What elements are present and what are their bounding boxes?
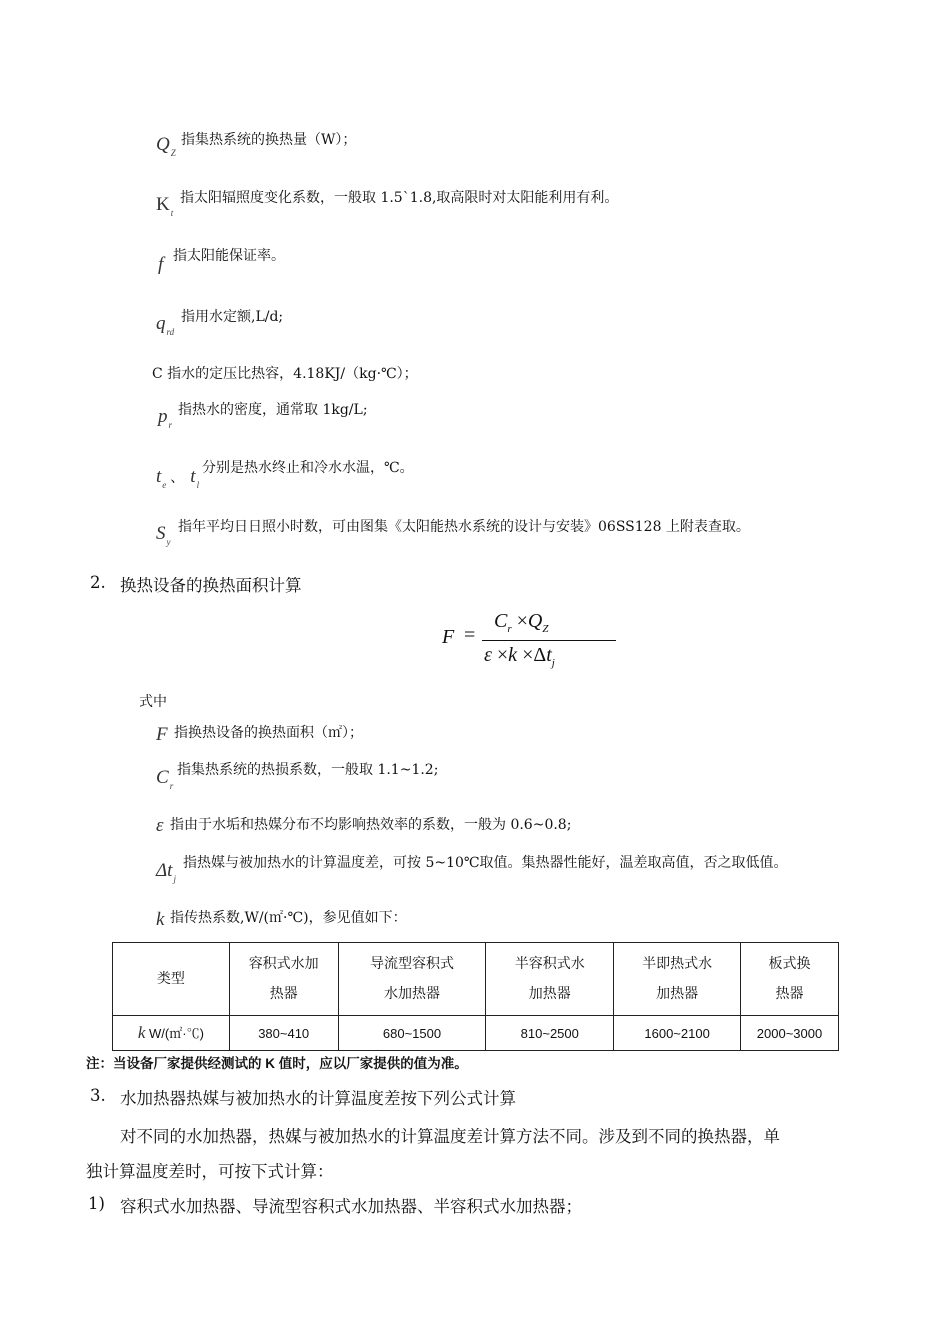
symbol-k: K xyxy=(156,194,170,215)
term-epsilon xyxy=(156,815,164,837)
term-delta-t-text: 指热媒与被加热水的计算温度差，可按 5~10℃取值。集热器性能好，温差取高值，否之取低值。 xyxy=(183,855,788,871)
fraction-bar xyxy=(482,640,616,641)
definition-te-tl-text: 分别是热水终止和冷水水温，℃。 xyxy=(202,460,414,476)
symbol-te: t xyxy=(156,466,162,487)
term-cr xyxy=(156,767,173,789)
table-header-row xyxy=(113,943,839,1016)
symbol-delta-t: Δt xyxy=(156,860,173,881)
definition-kt xyxy=(156,194,173,216)
symbol-epsilon: ε xyxy=(156,815,164,836)
formula-lhs: F xyxy=(442,626,455,648)
subscript-r: r xyxy=(168,420,173,430)
definition-f xyxy=(158,254,163,276)
formula-denominator: $\varepsilon \times k \times\Delta t_j$ xyxy=(484,644,555,669)
row-unit: W/(㎡·℃) xyxy=(149,1026,204,1041)
definition-qrd-text: 指用水定额,L/d; xyxy=(181,309,284,325)
term-epsilon-text: 指由于水垢和热媒分布不均影响热效率的系数，一般为 0.6~0.8; xyxy=(170,817,572,833)
symbol-k-row: k xyxy=(137,1023,146,1042)
subscript-r-2: r xyxy=(169,781,174,791)
table-header-cell: 半容积式水 加热器 xyxy=(486,943,614,1016)
where-label: 式中 xyxy=(139,694,167,710)
symbol-f-area: F xyxy=(156,724,168,745)
definition-te-tl xyxy=(156,466,199,488)
definition-qz-text: 指集热系统的换热量（W）； xyxy=(181,132,357,148)
heat-transfer-table xyxy=(112,942,839,1051)
symbol-s: S xyxy=(156,523,166,544)
table-header-cell: 容积式水加 热器 xyxy=(229,943,338,1016)
table-cell: 1600~2100 xyxy=(614,1016,741,1051)
table-cell: 810~2500 xyxy=(486,1016,614,1051)
term-delta-t xyxy=(156,860,176,882)
subscript-j: j xyxy=(173,874,176,884)
term-f-text: 指换热设备的换热面积（㎡）； xyxy=(174,725,363,741)
subscript-rd: rd xyxy=(166,327,175,337)
table-cell: 680~1500 xyxy=(338,1016,486,1051)
subscript-l: l xyxy=(196,480,200,490)
separator: 、 xyxy=(170,470,185,486)
definition-pr xyxy=(158,406,172,428)
table-header-cell: 导流型容积式 水加热器 xyxy=(338,943,486,1016)
formula-area xyxy=(442,610,592,670)
table-cell: 2000~3000 xyxy=(741,1016,839,1051)
section-3-paragraph-line-2: 独计算温度差时，可按下式计算： xyxy=(86,1162,334,1181)
section-3-number: 3. xyxy=(90,1086,106,1105)
subscript-z: Z xyxy=(170,148,176,158)
symbol-q-rd: q xyxy=(156,313,166,334)
section-3-paragraph-line-1: 对不同的水加热器，热媒与被加热水的计算温度差计算方法不同。涉及到不同的换热器，单 xyxy=(120,1127,780,1146)
table-header-cell: 板式换 热器 xyxy=(741,943,839,1016)
symbol-p: p xyxy=(158,406,168,427)
definition-c-text: C 指水的定压比热容，4.18KJ/（kg·℃）； xyxy=(152,366,418,382)
term-f xyxy=(156,724,168,746)
table-row-label xyxy=(113,1016,230,1051)
term-cr-text: 指集热系统的热损系数，一般取 1.1~1.2; xyxy=(177,762,439,778)
table-row xyxy=(113,1016,839,1051)
table-header-cell: 类型 xyxy=(113,943,230,1016)
symbol-q: Q xyxy=(156,134,170,155)
table-note: 注：当设备厂家提供经测试的 K 值时，应以厂家提供的值为准。 xyxy=(86,1056,468,1071)
definition-sy-text: 指年平均日日照小时数，可由图集《太阳能热水系统的设计与安装》06SS128 上附表查取。 xyxy=(178,519,750,535)
term-k-text: 指传热系数,W/(㎡·℃)，参见值如下： xyxy=(170,910,407,926)
definition-qz xyxy=(156,134,176,156)
definition-sy xyxy=(156,523,171,545)
subscript-e: e xyxy=(162,480,167,490)
section-2-title: 换热设备的换热面积计算 xyxy=(120,576,302,595)
list-item-text: 容积式水加热器、导流型容积式水加热器、半容积式水加热器； xyxy=(120,1197,582,1216)
definition-f-text: 指太阳能保证率。 xyxy=(173,248,285,264)
table-header-cell: 半即热式水 加热器 xyxy=(614,943,741,1016)
formula-numerator: $C_r \times Q_Z$ xyxy=(494,610,549,635)
table-cell: 380~410 xyxy=(229,1016,338,1051)
symbol-f: f xyxy=(158,254,164,275)
symbol-k-transfer: k xyxy=(156,909,165,930)
term-k xyxy=(156,909,164,931)
section-2-number: 2. xyxy=(90,573,106,592)
definition-kt-text: 指太阳辐照度变化系数，一般取 1.5`1.8,取高限时对太阳能利用有利。 xyxy=(180,190,619,206)
symbol-tl: t xyxy=(190,466,196,487)
definition-pr-text: 指热水的密度，通常取 1kg/L; xyxy=(178,402,368,418)
list-item-number: 1) xyxy=(88,1194,105,1213)
section-3-title: 水加热器热媒与被加热水的计算温度差按下列公式计算 xyxy=(120,1089,516,1108)
formula-equals: = xyxy=(464,624,476,646)
subscript-y: y xyxy=(166,537,171,547)
definition-qrd xyxy=(156,313,174,335)
symbol-c: C xyxy=(156,767,169,788)
subscript-t: t xyxy=(170,208,174,218)
